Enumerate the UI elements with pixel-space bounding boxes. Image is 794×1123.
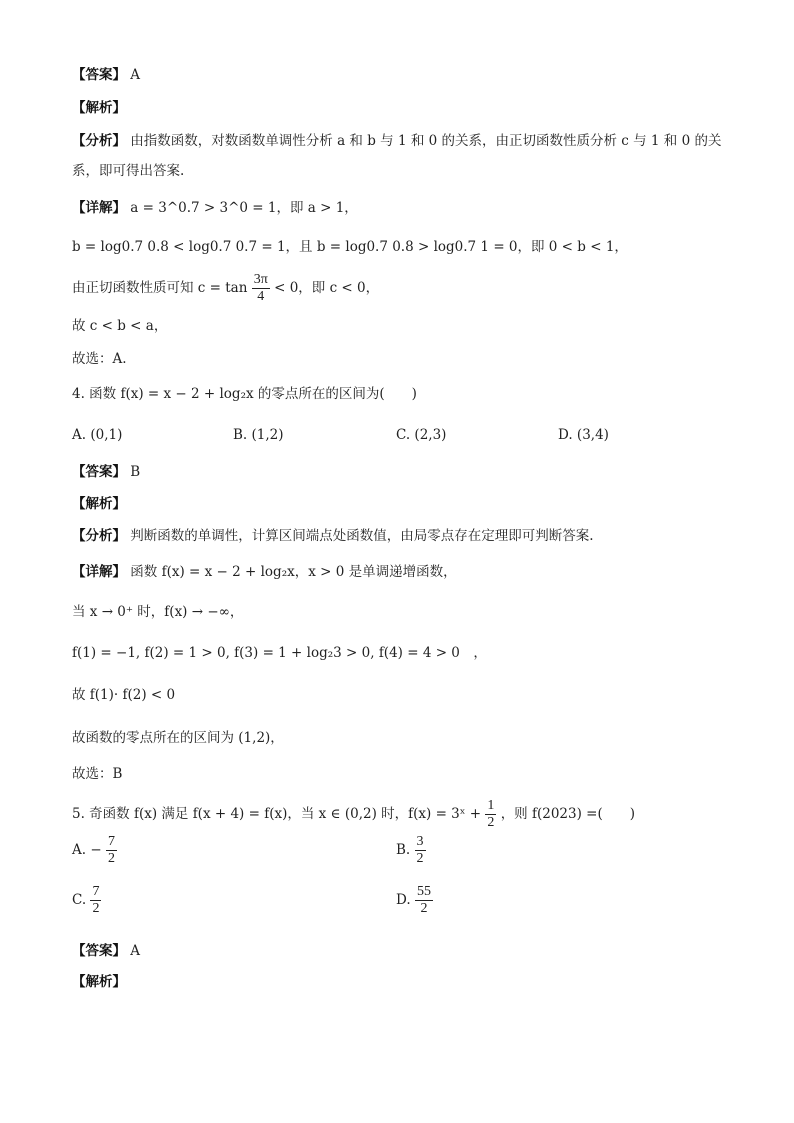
- option-fraction: [415, 884, 433, 917]
- q4-detail-text4: 故 f(1)· f(2) < 0: [72, 687, 176, 703]
- q3-detail-text3a: 由正切函数性质可知 c = tan: [72, 280, 248, 296]
- q4-option-c: C. (2,3): [396, 427, 447, 443]
- option-label: B.: [396, 842, 411, 858]
- analysis-tag: 【解析】: [72, 974, 126, 990]
- fraction-3pi-4: [252, 272, 270, 305]
- option-fraction: [106, 834, 117, 867]
- q4-detail-text1: 函数 f(x) = x − 2 + log₂x，x > 0 是单调递增函数，: [130, 564, 457, 580]
- q4-choose: 故选：B: [72, 766, 123, 782]
- q5-analysis-line: [72, 973, 126, 991]
- answer-tag: 【答案】: [72, 67, 126, 83]
- fraction-denominator: 4: [257, 289, 265, 304]
- q4-option-d: D. (3,4): [558, 427, 609, 443]
- q3-detail-line2: [72, 238, 628, 256]
- fraction-denominator: 2: [487, 815, 495, 830]
- fraction-numerator: 1: [487, 798, 495, 813]
- fraction-denominator: 2: [92, 901, 100, 916]
- fraction-numerator: 55: [416, 884, 431, 899]
- q3-answer-line: [72, 66, 140, 84]
- q4-answer: B: [130, 464, 141, 480]
- analysis-tag: 【解析】: [72, 100, 126, 116]
- q5-option-c: [72, 884, 101, 917]
- q5-option-a: [72, 834, 117, 867]
- q3-fenxi-line2: [72, 162, 184, 180]
- fraction-numerator: 3: [416, 834, 424, 849]
- fenxi-tag: 【分析】: [72, 528, 126, 544]
- q5-answer: A: [130, 943, 141, 959]
- q4-fenxi-line: [72, 527, 594, 545]
- q3-choose-line: [72, 350, 127, 368]
- detail-tag: 【详解】: [72, 200, 126, 216]
- q3-detail-text2: b = log0.7 0.8 < log0.7 0.7 = 1，且 b = log0.7 0.8 > log0.7 1 = 0，即 0 < b < 1，: [72, 239, 628, 255]
- q4-detail-line2: [72, 603, 243, 621]
- fraction-numerator: 7: [92, 884, 100, 899]
- fraction-denominator: 2: [420, 901, 428, 916]
- q5-option-b: [396, 834, 426, 867]
- q4-detail-text5: 故函数的零点所在的区间为 (1,2)，: [72, 730, 284, 746]
- q4-choose-line: [72, 765, 122, 783]
- q4-detail-text2: 当 x → 0⁺ 时，f(x) → −∞，: [72, 604, 244, 620]
- option-fraction: [90, 884, 101, 917]
- q3-answer: A: [130, 67, 141, 83]
- q3-detail-text1: a = 3^0.7 > 3^0 = 1，即 a > 1，: [130, 200, 358, 216]
- q3-fenxi-text1: 由指数函数，对数函数单调性分析 a 和 b 与 1 和 0 的关系，由正切函数性质分析 c 与 1 和 0 的关: [130, 133, 722, 149]
- q4-fenxi-text: 判断函数的单调性，计算区间端点处函数值，由局零点存在定理即可判断答案.: [130, 528, 594, 544]
- q4-answer-line: [72, 463, 140, 481]
- detail-tag: 【详解】: [72, 564, 126, 580]
- q5-stem: [72, 798, 635, 831]
- q3-detail-line3: [72, 272, 379, 305]
- q3-fenxi-line1: [72, 132, 721, 150]
- fraction-denominator: 2: [416, 851, 424, 866]
- option-label: D.: [396, 892, 411, 908]
- fraction-denominator: 2: [107, 851, 115, 866]
- option-fraction: [415, 834, 426, 867]
- q3-detail-line4: [72, 317, 167, 335]
- q3-detail-text3b: < 0，即 c < 0，: [274, 280, 380, 296]
- fraction-numerator: 3π: [253, 272, 268, 287]
- analysis-tag: 【解析】: [72, 496, 126, 512]
- q4-analysis-line: [72, 495, 126, 513]
- q4-option-a: A. (0,1): [72, 427, 123, 443]
- q4-detail-line3: [72, 644, 487, 662]
- q5-answer-line: [72, 942, 140, 960]
- q3-fenxi-text2: 系，即可得出答案.: [72, 163, 185, 179]
- q4-detail-line4: [72, 686, 175, 704]
- q4-stem: [72, 385, 417, 403]
- q5-stem-text-b: ，则 f(2023) =( ): [500, 806, 636, 822]
- option-sign: −: [90, 842, 102, 858]
- fraction-1-2: [485, 798, 496, 831]
- option-label: A.: [72, 842, 87, 858]
- q4-option-b: B. (1,2): [233, 427, 284, 443]
- fenxi-tag: 【分析】: [72, 133, 126, 149]
- answer-tag: 【答案】: [72, 464, 126, 480]
- q3-choose: 故选：A.: [72, 351, 127, 367]
- q3-detail-line1: [72, 199, 358, 217]
- option-label: C.: [72, 892, 87, 908]
- q5-option-d: [396, 884, 433, 917]
- q4-detail-text3: f(1) = −1, f(2) = 1 > 0, f(3) = 1 + log₂3 > 0, f(4) = 4 > 0 ，: [72, 645, 487, 661]
- answer-tag: 【答案】: [72, 943, 126, 959]
- q4-detail-line1: [72, 563, 457, 581]
- q3-detail-text4: 故 c < b < a，: [72, 318, 168, 334]
- q4-stem-text: 4. 函数 f(x) = x − 2 + log₂x 的零点所在的区间为( ): [72, 386, 417, 402]
- q3-analysis-line: [72, 99, 126, 117]
- q4-detail-line5: [72, 729, 284, 747]
- q5-stem-text-a: 5. 奇函数 f(x) 满足 f(x + 4) = f(x)，当 x ∈ (0,2) 时，f(x) = 3ˣ +: [72, 806, 482, 822]
- fraction-numerator: 7: [107, 834, 115, 849]
